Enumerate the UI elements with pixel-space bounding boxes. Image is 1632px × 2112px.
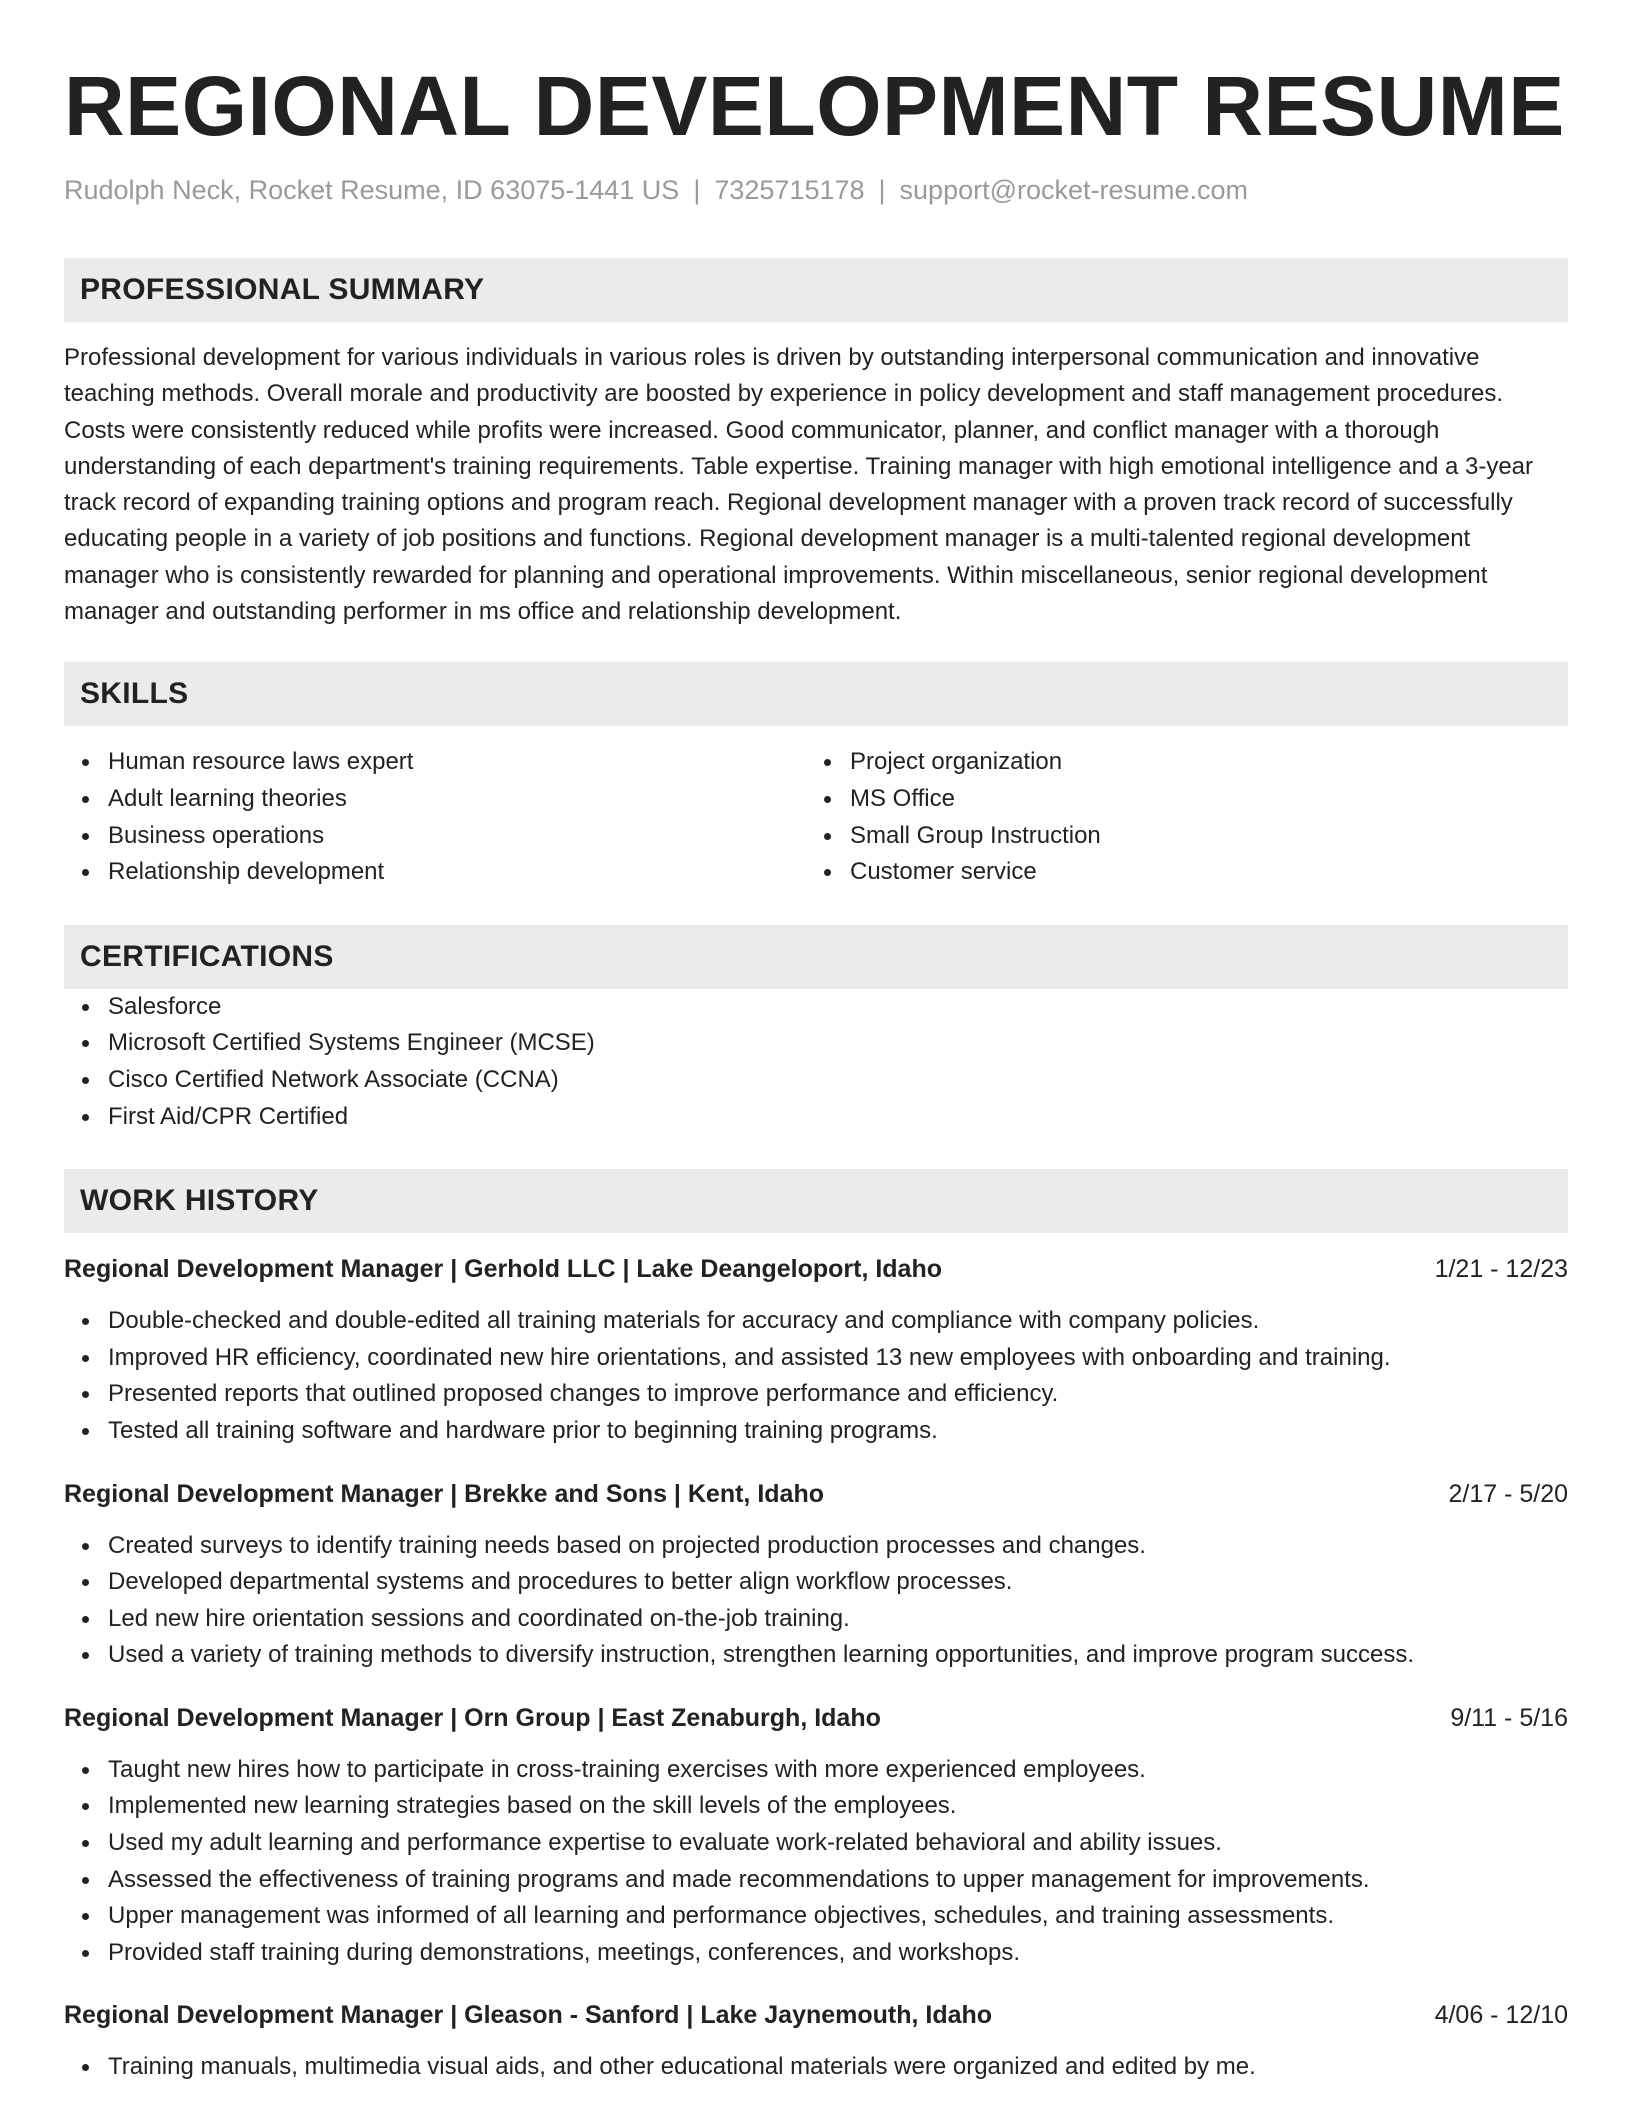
contact-separator: | (878, 175, 886, 205)
job-bullet: Used my adult learning and performance expertise to evaluate work-related behavioral and ability issues. (64, 1825, 1568, 1862)
job-bullet: Developed departmental systems and procedures to better align workflow processes. (64, 1564, 1568, 1601)
job-bullet: Improved HR efficiency, coordinated new hire orientations, and assisted 13 new employees with onboarding and training. (64, 1340, 1568, 1377)
page-title: REGIONAL DEVELOPMENT RESUME (64, 59, 1565, 153)
contact-phone: 7325715178 (714, 175, 865, 205)
job-bullet: Assessed the effectiveness of training programs and made recommendations to upper management for improvements. (64, 1862, 1568, 1899)
job-title: Regional Development Manager | Brekke and Sons | Kent, Idaho (64, 1479, 824, 1508)
skill-item: Adult learning theories (64, 781, 806, 818)
job-bullets (64, 1752, 1568, 1972)
certification-item: Microsoft Certified Systems Engineer (MCSE) (64, 1025, 1568, 1062)
job-bullet: Training manuals, multimedia visual aids, and other educational materials were organized and edited by me. (64, 2049, 1568, 2086)
resume-page (64, 0, 1568, 2086)
section-heading-summary: PROFESSIONAL SUMMARY (64, 258, 1568, 322)
contact-line (64, 174, 1568, 206)
job-bullet: Tested all training software and hardware prior to beginning training programs. (64, 1413, 1568, 1450)
skills-list-right (806, 744, 1548, 890)
job-header (64, 1251, 1568, 1287)
job-dates: 4/06 - 12/10 (1434, 2001, 1568, 2030)
skills-column-left (64, 744, 806, 890)
job-bullet: Implemented new learning strategies based on the skill levels of the employees. (64, 1788, 1568, 1825)
job-title: Regional Development Manager | Gleason - Sanford | Lake Jaynemouth, Idaho (64, 2001, 993, 2030)
job-header (64, 1476, 1568, 1512)
skill-item: Project organization (806, 744, 1548, 781)
job-title: Regional Development Manager | Gerhold LLC | Lake Deangeloport, Idaho (64, 1255, 943, 1284)
certifications-list (64, 989, 1568, 1135)
job-bullet: Provided staff training during demonstrations, meetings, conferences, and workshops. (64, 1935, 1568, 1972)
job-header (64, 1700, 1568, 1736)
job-entry (64, 1251, 1568, 1449)
contact-address: Rudolph Neck, Rocket Resume, ID 63075-1441 US (64, 175, 680, 205)
section-heading-skills: SKILLS (64, 662, 1568, 726)
job-bullets (64, 2049, 1568, 2086)
skill-item: Business operations (64, 818, 806, 855)
job-bullets (64, 1303, 1568, 1449)
skills-grid (64, 744, 1568, 890)
skill-item: MS Office (806, 781, 1548, 818)
summary-text: Professional development for various individuals in various roles is driven by outstanding interpersonal communication and innovative teaching methods. Overall morale and productivity are boosted by experience in policy development and staff management procedures. Costs were consistently reduced while profits were increased. Good communicator, planner, and conflict manager with a thorough understanding of each department's training requirements. Table expertise. Training manager with high emotional intelligence and a 3-year track record of expanding training options and program reach. Regional development manager with a proven track record of successfully educating people in a variety of job positions and functions. Regional development manager is a multi-talented regional development manager who is consistently rewarded for planning and operational improvements. Within miscellaneous, senior regional development manager and outstanding performer in ms office and relationship development. (64, 344, 1534, 626)
contact-separator: | (693, 175, 701, 205)
skills-list-left (64, 744, 806, 890)
skill-item: Relationship development (64, 854, 806, 891)
job-title: Regional Development Manager | Orn Group | East Zenaburgh, Idaho (64, 1703, 881, 1732)
job-bullets (64, 1528, 1568, 1674)
job-entry (64, 1476, 1568, 1674)
job-bullet: Presented reports that outlined proposed changes to improve performance and efficiency. (64, 1376, 1568, 1413)
job-bullet: Created surveys to identify training needs based on projected production processes and changes. (64, 1528, 1568, 1565)
job-bullet: Double-checked and double-edited all training materials for accuracy and compliance with company policies. (64, 1303, 1568, 1340)
job-header (64, 1997, 1568, 2033)
job-dates: 1/21 - 12/23 (1434, 1255, 1568, 1284)
job-dates: 9/11 - 5/16 (1450, 1703, 1568, 1732)
job-bullet: Used a variety of training methods to diversify instruction, strengthen learning opportunities, and improve program success. (64, 1637, 1568, 1674)
job-bullet: Taught new hires how to participate in cross-training exercises with more experienced employees. (64, 1752, 1568, 1789)
job-entry (64, 1700, 1568, 1972)
job-bullet: Led new hire orientation sessions and coordinated on-the-job training. (64, 1601, 1568, 1638)
job-dates: 2/17 - 5/20 (1448, 1479, 1568, 1508)
skill-item: Human resource laws expert (64, 744, 806, 781)
job-bullet: Upper management was informed of all learning and performance objectives, schedules, and training assessments. (64, 1898, 1568, 1935)
skills-column-right (806, 744, 1548, 890)
skill-item: Customer service (806, 854, 1548, 891)
certification-item: First Aid/CPR Certified (64, 1099, 1568, 1136)
certification-item: Cisco Certified Network Associate (CCNA) (64, 1062, 1568, 1099)
contact-email: support@rocket-resume.com (899, 175, 1249, 205)
certification-item: Salesforce (64, 989, 1568, 1026)
section-heading-certifications: CERTIFICATIONS (64, 925, 1568, 989)
skill-item: Small Group Instruction (806, 818, 1548, 855)
job-entry (64, 1997, 1568, 2086)
section-heading-work-history: WORK HISTORY (64, 1169, 1568, 1233)
